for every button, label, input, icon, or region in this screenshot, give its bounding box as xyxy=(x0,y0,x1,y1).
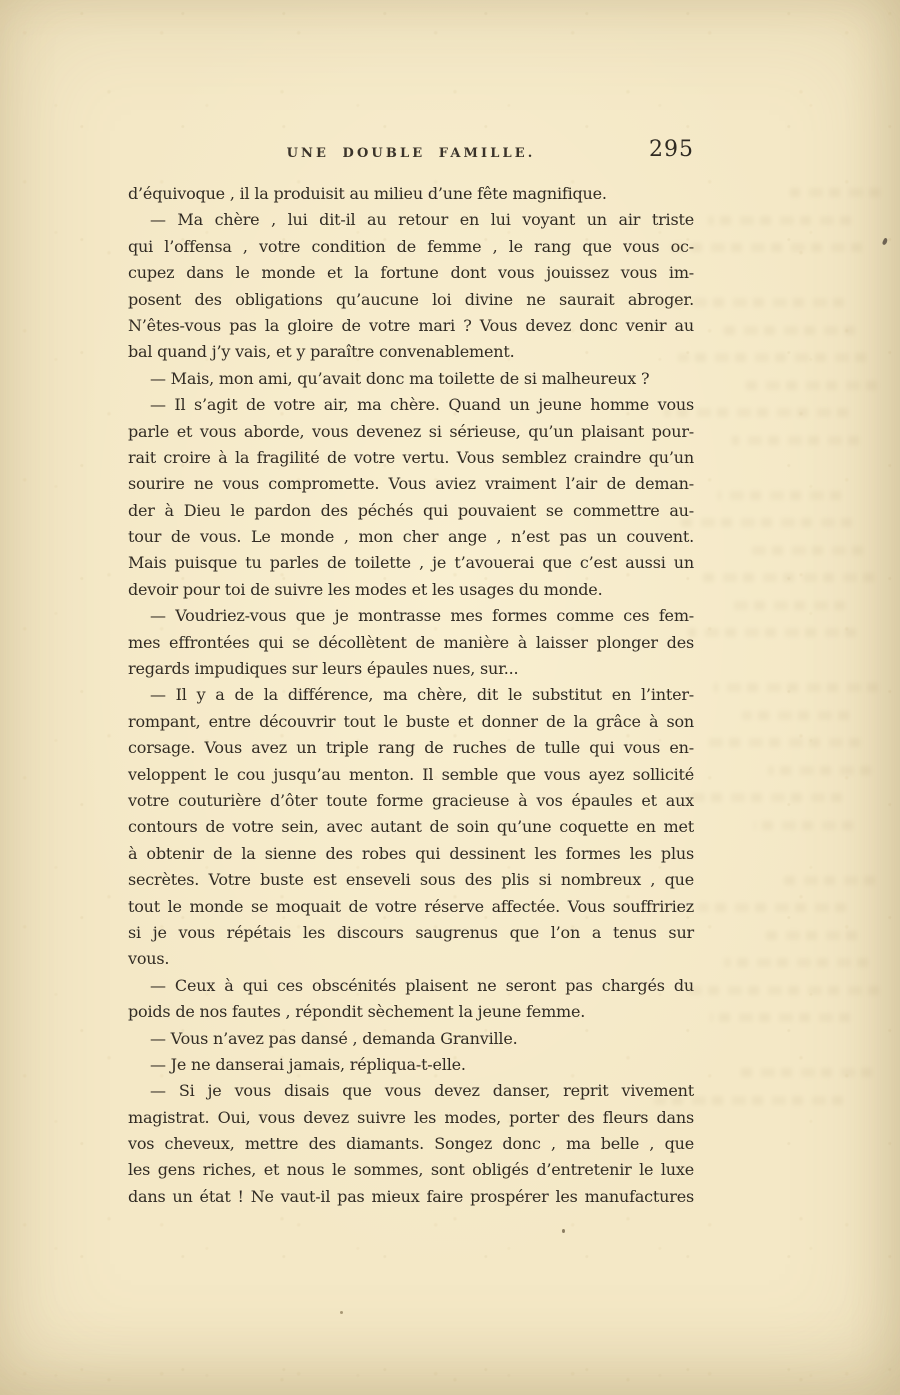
text-line: — Vous n’avez pas dansé , demanda Granville. xyxy=(150,1028,518,1048)
text-line: devoir pour toi de suivre les modes et les usages du monde. xyxy=(128,579,603,599)
text-line: secrètes. Votre buste est enseveli sous des plis si nombreux , que xyxy=(128,870,694,890)
text-line: N’êtes-vous pas la gloire de votre mari ? Vous devez donc venir au xyxy=(128,315,694,335)
page-header xyxy=(128,137,694,168)
text-line: cupez dans le monde et la fortune dont vous jouissez vous im- xyxy=(128,263,694,283)
bleedthrough-smudge xyxy=(724,958,868,967)
text-line: veloppent le cou jusqu’au menton. Il semble que vous ayez sollicité xyxy=(128,764,694,784)
text-line: mes effrontées qui se décollètent de manière à laisser plonger des xyxy=(128,632,694,652)
text-line: — Il y a de la différence, ma chère, dit le substitut en l’inter- xyxy=(150,685,694,705)
bleedthrough-smudge xyxy=(714,683,878,692)
text-line: magistrat. Oui, vous devez suivre les modes, porter des fleurs dans xyxy=(128,1107,694,1127)
bleedthrough-smudge xyxy=(700,738,860,747)
bleedthrough-smudge xyxy=(702,573,874,582)
text-line: bal quand j’y vais, et y paraître convenablement. xyxy=(128,342,515,362)
text-line: si je vous répétais les discours saugrenus que l’on a tenus sur xyxy=(128,922,694,942)
bleedthrough-smudge xyxy=(780,876,875,885)
bleedthrough-smudge xyxy=(736,1068,872,1077)
text-line: — Voudriez-vous que je montrasse mes formes comme ces fem- xyxy=(150,606,694,626)
text-line: sourire ne vous compromette. Vous aviez vraiment l’air de deman- xyxy=(128,474,694,494)
bleedthrough-smudge xyxy=(686,793,842,802)
text-block xyxy=(128,181,694,1210)
bleedthrough-smudge xyxy=(698,903,846,912)
text-line: poids de nos fautes , répondit sèchement la jeune femme. xyxy=(128,1002,586,1022)
bleedthrough-smudge xyxy=(754,821,853,830)
bleedthrough-smudge xyxy=(710,1013,850,1022)
bleedthrough-smudge xyxy=(718,491,841,500)
bleedthrough-smudge xyxy=(682,986,879,995)
page-number: 295 xyxy=(649,137,694,162)
text-line: — Mais, mon ami, qu’avait donc ma toilette de si malheureux ? xyxy=(150,368,650,388)
paper-speck xyxy=(340,1311,343,1314)
text-line: — Il s’agit de votre air, ma chère. Quand un jeune homme vous xyxy=(150,395,694,415)
text-line: — Ma chère , lui dit-il au retour en lui voyant un air triste xyxy=(150,210,694,230)
bleedthrough-smudge xyxy=(768,766,871,775)
text-line: qui l’offensa , votre condition de femme , le rang que vous oc- xyxy=(128,236,694,256)
bleedthrough-smudge xyxy=(732,436,859,445)
bleedthrough-smudge xyxy=(678,353,866,362)
text-line: vos cheveux, mettre des diamants. Songez donc , ma belle , que xyxy=(128,1134,694,1154)
text-line: tout le monde se moquait de votre réserve affectée. Vous souffririez xyxy=(128,896,694,916)
bleedthrough-smudge xyxy=(666,243,862,252)
bleedthrough-smudge xyxy=(742,711,849,720)
bleedthrough-smudge xyxy=(708,216,851,225)
text-line: — Si je vous disais que vous devez danser, reprit vivement xyxy=(150,1081,694,1101)
text-line: dans un état ! Ne vaut-il pas mieux faire prospérer les manufactures xyxy=(128,1186,694,1206)
text-line: rait croire à la fragilité de votre vertu. Vous semblez craindre qu’un xyxy=(128,447,694,467)
text-line: Mais puisque tu parles de toilette , je t’avouerai que c’est aussi un xyxy=(128,553,694,573)
text-line: regards impudiques sur leurs épaules nues, sur... xyxy=(128,659,519,679)
bleedthrough-smudge xyxy=(688,628,856,637)
text-line: vous. xyxy=(128,949,170,969)
text-line: corsage. Vous avez un triple rang de ruches de tulle qui vous en- xyxy=(128,738,694,758)
bleedthrough-smudge xyxy=(746,381,877,390)
bleedthrough-smudge xyxy=(790,188,880,197)
bleedthrough-smudge xyxy=(730,601,845,610)
text-line: — Je ne danserai jamais, répliqua-t-elle. xyxy=(150,1054,466,1074)
bleedthrough-smudge xyxy=(766,931,857,940)
ink-speck xyxy=(562,1229,565,1233)
text-line: tour de vous. Le monde , mon cher ange , n’est pas un couvent. xyxy=(128,527,694,547)
text-line: d’équivoque , il la produisit au milieu d’une fête magnifique. xyxy=(128,184,607,203)
bleedthrough-smudge xyxy=(720,326,855,335)
text-line: rompant, entre découvrir tout le buste et donner de la grâce à son xyxy=(128,711,694,731)
text-line: les gens riches, et nous le sommes, sont obligés d’entretenir le luxe xyxy=(128,1160,694,1180)
bleedthrough-smudge xyxy=(676,518,852,527)
text-line: der à Dieu le pardon des péchés qui pouvaient se commettre au- xyxy=(128,500,694,520)
text-line: — Ceux à qui ces obscénités plaisent ne seront pas chargés du xyxy=(150,975,694,995)
text-line: posent des obligations qu’aucune loi divine ne saurait abroger. xyxy=(128,289,694,309)
text-line: votre couturière d’ôter toute forme gracieuse à vos épaules et aux xyxy=(128,790,694,810)
bleedthrough-smudge xyxy=(744,546,863,555)
running-title: UNE DOUBLE FAMILLE. xyxy=(286,146,536,161)
text-line: contours de votre sein, avec autant de soin qu’une coquette en met xyxy=(128,817,694,837)
ink-speck xyxy=(882,237,889,245)
text-line: à obtenir de la sienne des robes qui dessinent les formes les plus xyxy=(128,843,694,863)
text-line: parle et vous aborde, vous devenez si sérieuse, qu’un plaisant pour- xyxy=(128,421,694,441)
